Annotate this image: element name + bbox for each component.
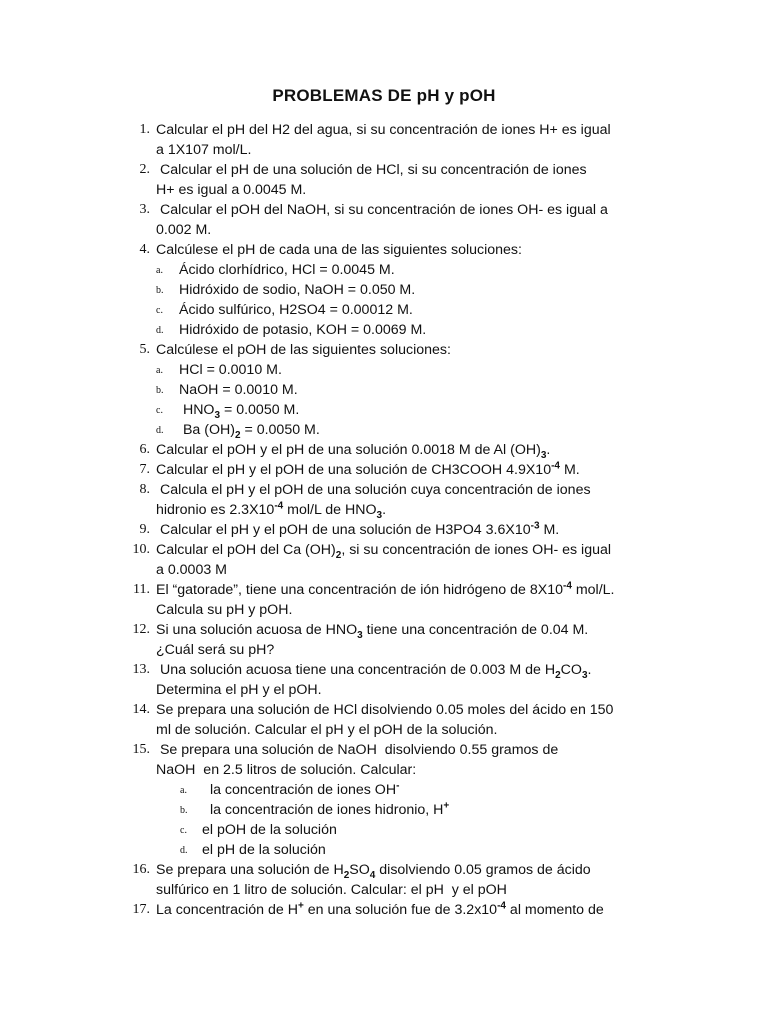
problem-text: Calcúlese el pH de cada una de las siguientes soluciones: xyxy=(156,242,522,258)
subitem-text: $HNO_3 = 0.0050$ M. xyxy=(179,402,300,421)
problem-text: Calcular el pOH del Ca $(OH)_2$, si su concentración de iones OH- es igual xyxy=(156,542,612,561)
problem-number: 13. xyxy=(132,662,150,677)
problem-number: 2. xyxy=(139,162,150,177)
subitem-text: el pOH de la solución xyxy=(202,822,337,838)
subitem-text: la concentración de iones hidronio, H+ xyxy=(206,800,450,818)
subitem-letter: d. xyxy=(180,845,188,856)
subitem-15a xyxy=(0,780,686,800)
subitem-letter: a. xyxy=(156,265,163,276)
problem-14 xyxy=(0,700,656,740)
subitem-text: Ácido clorhídrico, HCl = 0.0045 M. xyxy=(179,262,395,278)
problem-text: Se prepara una solución de NaOH disolviendo 0.55 gramos de xyxy=(156,742,559,758)
problem-number: 10. xyxy=(132,542,150,557)
problem-8 xyxy=(0,480,656,520)
problem-text: El “gatorade”, tiene una concentración de ión hidrógeno de $8X10^{-4}$ mol/L. xyxy=(156,580,615,598)
problem-number: 12. xyxy=(132,622,150,637)
problem-text: a 1X107 mol/L. xyxy=(156,142,252,158)
problem-4 xyxy=(0,240,656,260)
problem-number: 7. xyxy=(139,462,150,477)
problem-9 xyxy=(0,520,656,540)
problem-13 xyxy=(0,660,656,700)
subitem-5a xyxy=(0,360,659,380)
subitem-text: Ácido sulfúrico, H2SO4 = 0.00012 M. xyxy=(179,302,413,318)
problem-11 xyxy=(0,580,656,620)
subitem-letter: c. xyxy=(180,825,187,836)
problem-text: Calcular el pH y el pOH de una solución de H3PO4 $3.6X10^{-3}$ M. xyxy=(156,520,560,538)
problem-1 xyxy=(0,120,656,160)
problem-text: Calcula el pH y el pOH de una solución cuya concentración de iones xyxy=(156,482,591,498)
problem-number: 14. xyxy=(132,702,150,717)
subitem-text: el pH de la solución xyxy=(202,842,326,858)
problem-number: 5. xyxy=(139,342,150,357)
subitem-letter: d. xyxy=(156,325,164,336)
problem-text: Determina el pH y el pOH. xyxy=(156,682,322,698)
problem-12 xyxy=(0,620,656,660)
subitem-text: Hidróxido de sodio, NaOH = 0.050 M. xyxy=(179,282,416,298)
subitem-5b xyxy=(0,380,659,400)
problem-number: 6. xyxy=(139,442,150,457)
problem-text: Calcúlese el pOH de las siguientes soluciones: xyxy=(156,342,451,358)
problem-number: 4. xyxy=(139,242,150,257)
subitem-15d xyxy=(0,840,686,860)
problem-number: 3. xyxy=(139,202,150,217)
problem-text: Calcular el pH y el pOH de una solución de CH3COOH $4.9X10^{-4}$ M. xyxy=(156,460,580,478)
problem-text: Una solución acuosa tiene una concentración de 0.003 M de $H_2CO_3$. xyxy=(156,662,592,681)
subitem-letter: a. xyxy=(156,365,163,376)
problem-text: Calcular el pH de una solución de HCl, si su concentración de iones xyxy=(156,162,587,178)
problem-text: La concentración de H+ en una solución fue de $3.2x10^{-4}$ al momento de xyxy=(156,900,604,918)
problem-number: 15. xyxy=(132,742,150,757)
problem-number: 11. xyxy=(133,582,150,597)
page-title: PROBLEMAS DE pH y pOH xyxy=(272,86,496,105)
subitem-letter: b. xyxy=(156,285,164,296)
problem-text: Calcula su pH y pOH. xyxy=(156,602,293,618)
subitem-text: Hidróxido de potasio, KOH = 0.0069 M. xyxy=(179,322,427,338)
problem-text: ml de solución. Calcular el pH y el pOH de la solución. xyxy=(156,722,498,738)
problem-text: Calcular el pOH y el pH de una solución 0.0018 M de Al $(OH)_3$. xyxy=(156,442,551,461)
problem-number: 16. xyxy=(132,862,150,877)
subitem-15c xyxy=(0,820,686,840)
problem-2 xyxy=(0,160,656,200)
problem-17 xyxy=(0,900,656,920)
problem-text: hidronio es $2.3X10^{-4}$ mol/L de $HNO_3$. xyxy=(156,500,387,521)
problem-number: 8. xyxy=(139,482,150,497)
problem-text: a 0.0003 M xyxy=(156,562,227,578)
problem-text: Calcular el pOH del NaOH, si su concentración de iones OH- es igual a xyxy=(156,202,608,218)
subitem-4d xyxy=(0,320,659,340)
problem-number: 9. xyxy=(139,522,150,537)
subitem-4c xyxy=(0,300,659,320)
problem-text: ¿Cuál será su pH? xyxy=(156,642,275,658)
subitem-text: NaOH = 0.0010 M. xyxy=(179,382,298,398)
problem-6 xyxy=(0,440,656,460)
problem-text: Si una solución acuosa de $HNO_3$ tiene una concentración de 0.04 M. xyxy=(156,622,589,641)
problem-number: 17. xyxy=(132,902,150,917)
problem-list xyxy=(0,120,768,920)
subitem-5c xyxy=(0,400,659,420)
subitem-4b xyxy=(0,280,659,300)
problem-text: H+ es igual a 0.0045 M. xyxy=(156,182,307,198)
problem-7 xyxy=(0,460,656,480)
problem-text: Se prepara una solución de HCl disolviendo 0.05 moles del ácido en 150 xyxy=(156,702,614,718)
problem-3 xyxy=(0,200,656,240)
problem-text: Se prepara una solución de $H_2SO_4$ disolviendo 0.05 gramos de ácido xyxy=(156,862,591,881)
problem-text: 0.002 M. xyxy=(156,222,212,238)
subitem-letter: b. xyxy=(156,385,164,396)
problem-16 xyxy=(0,860,656,900)
subitem-letter: c. xyxy=(156,405,163,416)
problem-5 xyxy=(0,340,656,360)
subitem-letter: a. xyxy=(180,785,187,796)
subitem-text: HCl = 0.0010 M. xyxy=(179,362,282,378)
subitem-letter: b. xyxy=(180,805,188,816)
subitem-letter: c. xyxy=(156,305,163,316)
problem-10 xyxy=(0,540,656,580)
problem-number: 1. xyxy=(139,122,150,137)
subitem-letter: d. xyxy=(156,425,164,436)
subitem-text: Ba $(OH)_2 = 0.0050$ M. xyxy=(179,422,320,441)
subitem-4a xyxy=(0,260,659,280)
subitem-5d xyxy=(0,420,659,440)
problem-text: Calcular el pH del H2 del agua, si su concentración de iones H+ es igual xyxy=(156,122,611,138)
subitem-15b xyxy=(0,800,686,820)
problem-text: NaOH en 2.5 litros de solución. Calcular: xyxy=(156,762,417,778)
problem-15 xyxy=(0,740,656,780)
subitem-text: la concentración de iones OH- xyxy=(206,780,400,798)
problem-text: sulfúrico en 1 litro de solución. Calcular: el pH y el pOH xyxy=(156,882,507,898)
